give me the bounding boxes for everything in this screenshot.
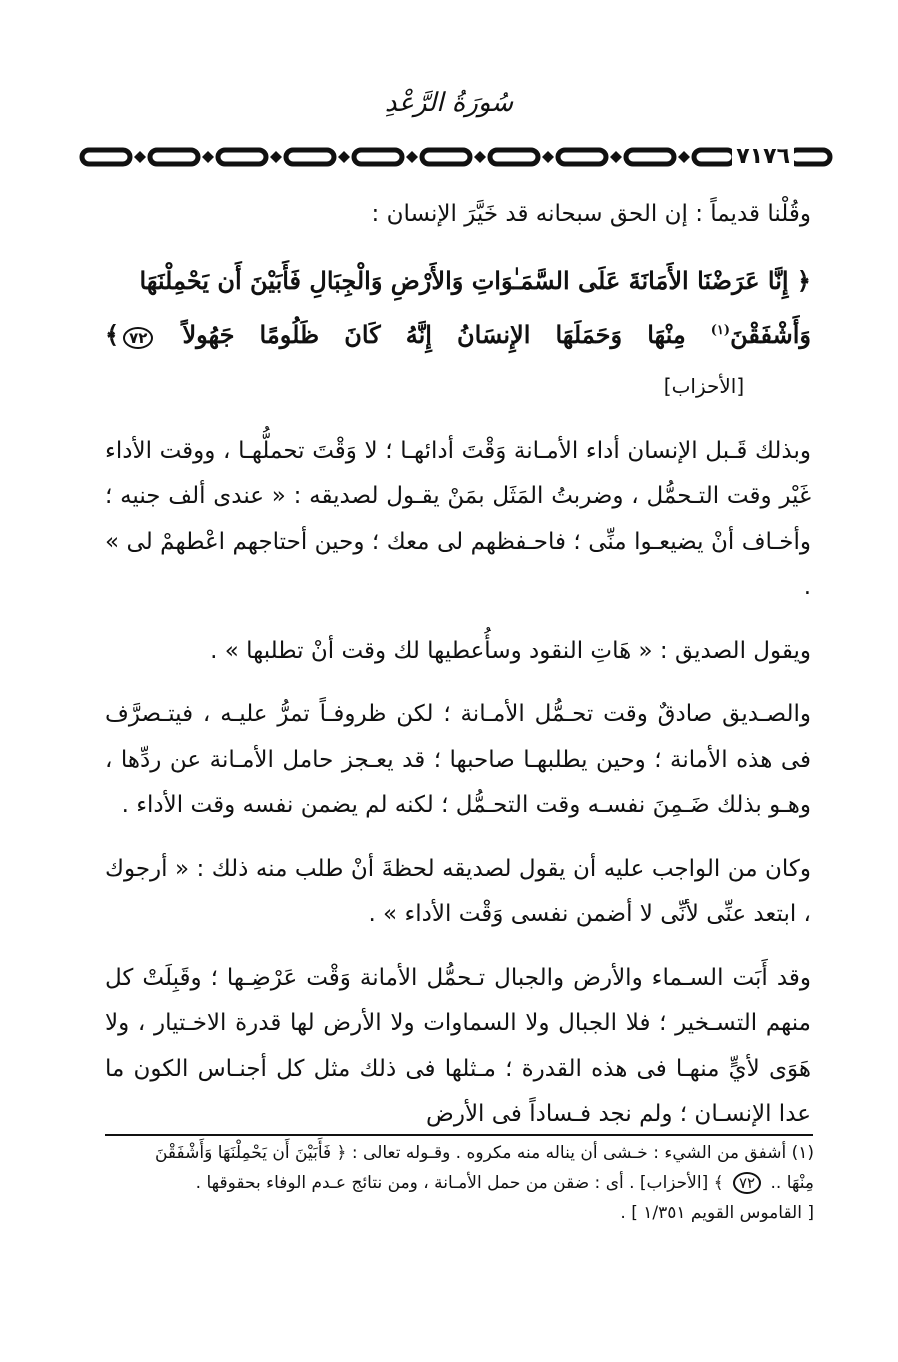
page-number: ٧١٧٦: [732, 140, 794, 174]
paragraph: وقد أَبَت السـماء والأرض والجبال تـحمُّل الأمانة وَقْت عَرْضِـها ؛ وقَبِلَتْ كل منهم التسـخير ؛ فلا الجبال ولا السماوات ولا الأرض لها قدرة الاخـتيار ، ولا هَوَى لأيٍّ منهـا فى هذه القدرة ؛ مـثلها فى ذلك مثل كل أجنـاس الكون ما عدا الإنسـان ؛ ولم نجد فـساداً فى الأرض: [105, 964, 811, 1127]
verse-number-badge: ٧٢: [123, 327, 153, 349]
footnote-divider: [105, 1134, 813, 1136]
paragraph: وبذلك قَـبل الإنسان أداء الأمـانة وَقْتَ أدائهـا ؛ لا وَقْتَ تحملُّهـا ، ووقت الأداء غَيْر وقت التـحمُّل ، وضربتُ المَثَل بمَنْ يقـول لصديقه : « عندى ألف جنيه ؛ وأخـاف أنْ يضيعـوا منِّى ؛ فاحـفظهم لى معك ؛ وحين أحتاجهم اعْطهمْ لى » .: [105, 437, 811, 600]
verse-line: ﴿ إِنَّا عَرَضْنَا الأَمَانَةَ عَلَى السَّمَـٰوَاتِ وَالأَرْضِ وَالْجِبَالِ فَأَبَيْنَ أَن يَحْمِلْنَهَا: [139, 265, 811, 295]
paragraph: وقُلْنا قديماً : إن الحق سبحانه قد خَيَّرَ الإنسان :: [371, 201, 811, 227]
paragraph: ويقول الصديق : « هَاتِ النقود وسأُعطيها لك وقت أنْ تطلبها » .: [210, 637, 811, 664]
footnote-line: [100, 1168, 814, 1198]
footnote-verse-text: مِنْهَا ..: [770, 1173, 814, 1193]
verse-line: مِنْهَا وَحَمَلَهَا الإِنسَانُ إِنَّهُ كَانَ ظَلُومًا جَهُولاً: [182, 319, 686, 349]
paragraph: وكان من الواجب عليه أن يقول لصديقه لحظةَ أنْ طلب منه ذلك : « أرجوك ، ابتعد عنِّى لأنِّى لا أضمن نفسى وَقْت الأداء » .: [105, 855, 811, 927]
quran-verse: [105, 256, 811, 411]
verse-word: وَأَشْفَقْنَ: [730, 319, 811, 349]
chain-ornament: [78, 146, 834, 168]
main-text: [105, 192, 811, 1138]
footnotes: [100, 1138, 814, 1228]
verse-close-bracket: ﴾: [105, 319, 120, 349]
footnote-marker: (١): [710, 322, 731, 338]
paragraph: والصـديق صادقٌ وقت تحـمُّل الأمـانة ؛ لكن ظروفـاً تمرُّ عليـه ، فيتـصرَّف فى هذه الأمانة ؛ وحين يطلبهـا صاحبها ؛ قد يعـجز حامل الأمـانة عن ردِّها ، وهـو بذلك ضَـمِنَ نفسـه وقت التحـمُّل ؛ لكنه لم يضمن نفسه وقت الأداء .: [105, 701, 811, 818]
verse-reference: [الأحزاب]: [663, 373, 745, 398]
footnote-source: [ القاموس القويم ١/٣٥١ ] .: [620, 1203, 814, 1223]
footnote-verse-number: ٧٢: [733, 1172, 761, 1194]
surah-title: سُورَةُ الرَّعْدِ: [384, 88, 514, 118]
footnote-verse-text: ﴾ [الأحزاب] . أى : ضقن من حمل الأمـانة ، ومن نتائج عـدم الوفاء بحقوقها .: [195, 1173, 724, 1193]
header-ornament-band: [78, 140, 834, 174]
footnote-line: (١) أشفق من الشيء : خـشى أن يناله منه مكروه . وقـوله تعالى : ﴿ فَأَبَيْنَ أَن يَحْمِلْنَهَا وَأَشْفَقْنَ: [154, 1143, 814, 1163]
